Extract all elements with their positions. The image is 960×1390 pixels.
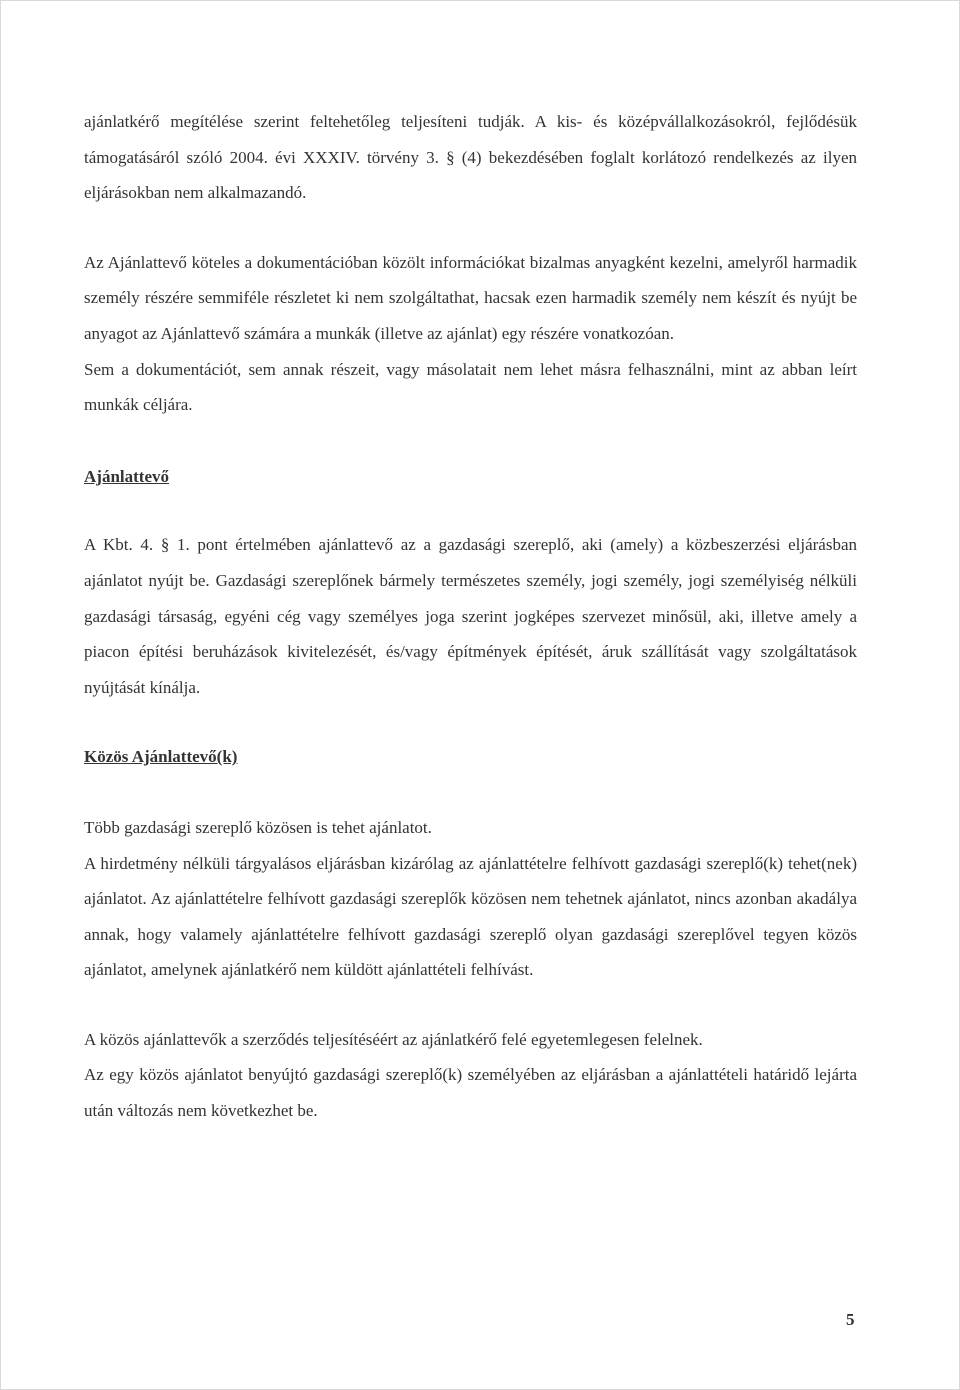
paragraph-joint-liability: A közös ajánlattevők a szerződés teljesítéséért az ajánlatkérő felé egyetemlegesen felelnek. — [84, 1029, 703, 1049]
paragraph-no-change: Az egy közös ajánlatot benyújtó gazdasági szereplő(k) személyében az eljárásban a ajánlattételi határidő lejárta után változás nem következhet be. — [84, 1065, 857, 1121]
paragraph-joint-bid: Több gazdasági szereplő közösen is tehet ajánlatot. — [84, 817, 432, 837]
page-number: 5 — [846, 1310, 855, 1329]
paragraph-continuation: ajánlatkérő megítélése szerint feltehetőleg teljesíteni tudják. A kis- és középvállalkozásokról, fejlődésük támogatásáról szóló 2004. évi XXXIV. törvény 3. § (4) bekezdésében foglalt korlátozó rendelkezés az ilyen eljárásokban nem alkalmazandó. — [84, 112, 857, 203]
section-heading-kozos-ajanlattevo: Közös Ajánlattevő(k) — [84, 747, 238, 767]
document-body — [84, 104, 857, 1129]
paragraph-usage-restriction: Sem a dokumentációt, sem annak részeit, vagy másolatait nem lehet másra felhasználni, mint az abban leírt munkák céljára. — [84, 359, 857, 415]
paragraph-ajanlattevo-definition: A Kbt. 4. § 1. pont értelmében ajánlattevő az a gazdasági szereplő, aki (amely) a közbeszerzési eljárásban ajánlatot nyújt be. Gazdasági szereplőnek bármely természetes személy, jogi személy, jogi személyiség nélküli gazdasági társaság, egyéni cég vagy személyes joga szerint jogképes szervezet minősül, aki, illetve amely a piacon építési beruházások kivitelezését, és/vagy építmények építését, áruk szállítását vagy szolgáltatások nyújtását kínálja. — [84, 535, 857, 697]
paragraph-confidentiality: Az Ajánlattevő köteles a dokumentációban közölt információkat bizalmas anyagként kezelni, amelyről harmadik személy részére semmiféle részletet ki nem szolgáltathat, hacsak ezen harmadik személy nem készít és nyújt be anyagot az Ajánlattevő számára a munkák (illetve az ajánlat) egy részére vonatkozóan. — [84, 252, 857, 343]
paragraph-negotiated-procedure: A hirdetmény nélküli tárgyalásos eljárásban kizárólag az ajánlattételre felhívott gazdasági szereplő(k) tehet(nek) ajánlatot. Az ajánlattételre felhívott gazdasági szereplők közösen nem tehetnek ajánlatot, nincs azonban akadálya annak, hogy valamely ajánlattételre felhívott gazdasági szereplő olyan gazdasági szereplővel tegyen közös ajánlatot, amelynek ajánlatkérő nem küldött ajánlattételi felhívást. — [84, 853, 857, 980]
section-heading-ajanlattevo: Ajánlattevő — [84, 466, 169, 486]
